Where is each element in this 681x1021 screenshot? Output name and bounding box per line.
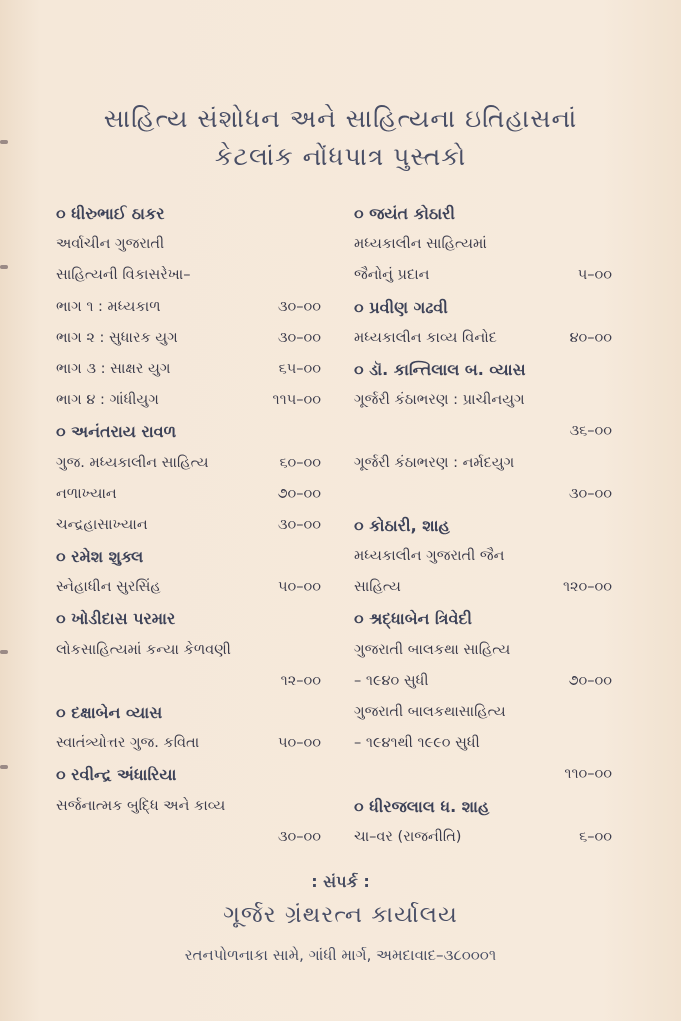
binding-mark (0, 765, 8, 769)
book-price: ૬–૦૦ (579, 828, 612, 845)
author-name: ૦ દક્ષાબેન વ્યાસ (56, 703, 163, 722)
book-title-with-price (354, 822, 612, 853)
binding-mark (0, 265, 8, 269)
book-title: નળાખ્યાન (56, 485, 117, 502)
author-name: ૦ શ્રદ્ધાબેન ત્રિવેદી (354, 609, 472, 629)
left-book-column (56, 198, 321, 853)
book-price: ૫૦–૦૦ (278, 579, 321, 596)
book-title: મધ્યકાલીન ગુજરાતી જૈન (354, 548, 505, 565)
book-price: ૧૨૦–૦૦ (562, 579, 612, 596)
book-title-with-price (56, 510, 321, 541)
book-price: ૩૬–૦૦ (569, 423, 612, 440)
book-price: ૬૫–૦૦ (278, 360, 321, 377)
book-price: ૬૦–૦૦ (279, 454, 321, 471)
book-title-with-price (56, 385, 321, 416)
book-price: ૭૦–૦૦ (277, 485, 321, 502)
book-title: ભાગ ૧ : મધ્યકાળ (56, 298, 161, 315)
book-title-with-price (56, 448, 321, 479)
book-title: ચા–વર (રાજનીતિ) (354, 828, 462, 845)
book-title: ગુજરાતી બાલકથા સાહિત્ય (354, 641, 511, 658)
book-title: ચન્દ્રહાસાખ્યાન (56, 516, 148, 533)
book-price: ૭૦–૦૦ (568, 672, 612, 689)
book-price: ૩૦–૦૦ (277, 516, 321, 533)
author-name: ૦ કોઠારી, શાહ (354, 515, 450, 535)
book-title: સાહિત્ય (354, 579, 401, 596)
book-price: ૧૧૦–૦૦ (564, 766, 612, 783)
book-title: – ૧૯૪૦ સુધી (354, 672, 429, 689)
author-name: ૦ પ્રવીણ ગઢવી (354, 297, 448, 317)
book-title: ગુજરાતી બાલકથાસાહિત્ય (354, 704, 506, 720)
book-title: જૈનોનું પ્રદાન (354, 267, 430, 284)
contact-label: : સંપર્ક : (311, 872, 370, 891)
book-title: મધ્યકાલીન કાવ્ય વિનોદ (354, 329, 497, 346)
binding-mark (0, 650, 8, 654)
book-title-with-price (56, 354, 321, 385)
book-price: ૫૦–૦૦ (278, 735, 321, 752)
book-title-with-price (354, 323, 612, 354)
book-price: ૩૦–૦૦ (277, 329, 321, 346)
book-title: સ્વાતંત્ર્યોત્તર ગુજ. કવિતા (56, 735, 200, 752)
book-title-with-price (354, 666, 612, 697)
author-name: ૦ રવીન્દ્ર અંધારિયા (56, 765, 177, 785)
book-title: સાહિત્યની વિકાસરેખા– (56, 267, 191, 284)
publisher-name: ગૂર્જર ગ્રંથરત્ન કાર્યાલય (223, 902, 458, 928)
book-title: ગૂર્જરી કંઠાભરણ : પ્રાચીનયુગ (354, 392, 525, 409)
book-price: ૧૨–૦૦ (280, 672, 321, 689)
book-title-with-price (56, 572, 321, 603)
author-name: ૦ ધીરુભાઈ ઠાકર (56, 204, 165, 223)
book-title: સર્જનાત્મક બુદ્ધિ અને કાવ્ય (56, 797, 226, 814)
author-name: ૦ રમેશ શુક્લ (56, 547, 144, 567)
book-title: મધ્યકાલીન સાહિત્યમાં (354, 236, 487, 253)
author-name: ૦ ડૉ. કાન્તિલાલ બ. વ્યાસ (354, 359, 526, 379)
book-price: ૫–૦૦ (577, 267, 612, 284)
page-heading-line2: કેટલાંક નોંધપાત્ર પુસ્તકો (214, 142, 467, 171)
book-title: ભાગ ૨ : સુધારક યુગ (56, 329, 178, 346)
publisher-address: રતનપોળનાકા સામે, ગાંધી માર્ગ, અમદાવાદ–૩૮૦૦૦૧ (184, 946, 497, 964)
book-title-with-price (56, 728, 321, 759)
right-book-column (354, 198, 612, 853)
book-title-with-price (56, 479, 321, 510)
book-title: અર્વાચીન ગુજરાતી (56, 236, 165, 253)
book-price: ૧૧૫–૦૦ (272, 392, 321, 409)
book-title-with-price (354, 260, 612, 291)
book-title-with-price (354, 572, 612, 603)
book-title: સ્નેહાધીન સુરસિંહ (56, 579, 161, 596)
author-name: ૦ જયંત કોઠારી (354, 204, 455, 223)
book-price: ૩૦–૦૦ (568, 485, 612, 502)
book-title: ગુજ. મધ્યકાલીન સાહિત્ય (56, 454, 209, 471)
book-title: ભાગ ૩ : સાક્ષર યુગ (56, 360, 171, 377)
book-title-with-price (56, 323, 321, 354)
book-price: ૪૦–૦૦ (569, 329, 612, 346)
book-title: લોકસાહિત્યમાં કન્યા કેળવણી (56, 641, 231, 658)
book-title: ગૂર્જરી કંઠાભરણ : નર્મદયુગ (354, 454, 515, 471)
page-heading-line1: સાહિત્ય સંશોધન અને સાહિત્યના ઇતિહાસનાં (103, 104, 578, 133)
book-price: ૩૦–૦૦ (277, 828, 321, 845)
book-title-with-price (56, 292, 321, 323)
author-name: ૦ ધીરજલાલ ધ. શાહ (354, 796, 490, 816)
book-title: – ૧૯૪૧થી ૧૯૯૦ સુધી (354, 735, 480, 752)
author-name: ૦ અનંતરાય રાવળ (56, 422, 177, 442)
book-price: ૩૦–૦૦ (277, 298, 321, 315)
book-title: ભાગ ૪ : ગાંધીયુગ (56, 392, 159, 409)
author-name: ૦ ખોડીદાસ પરમાર (56, 609, 176, 629)
